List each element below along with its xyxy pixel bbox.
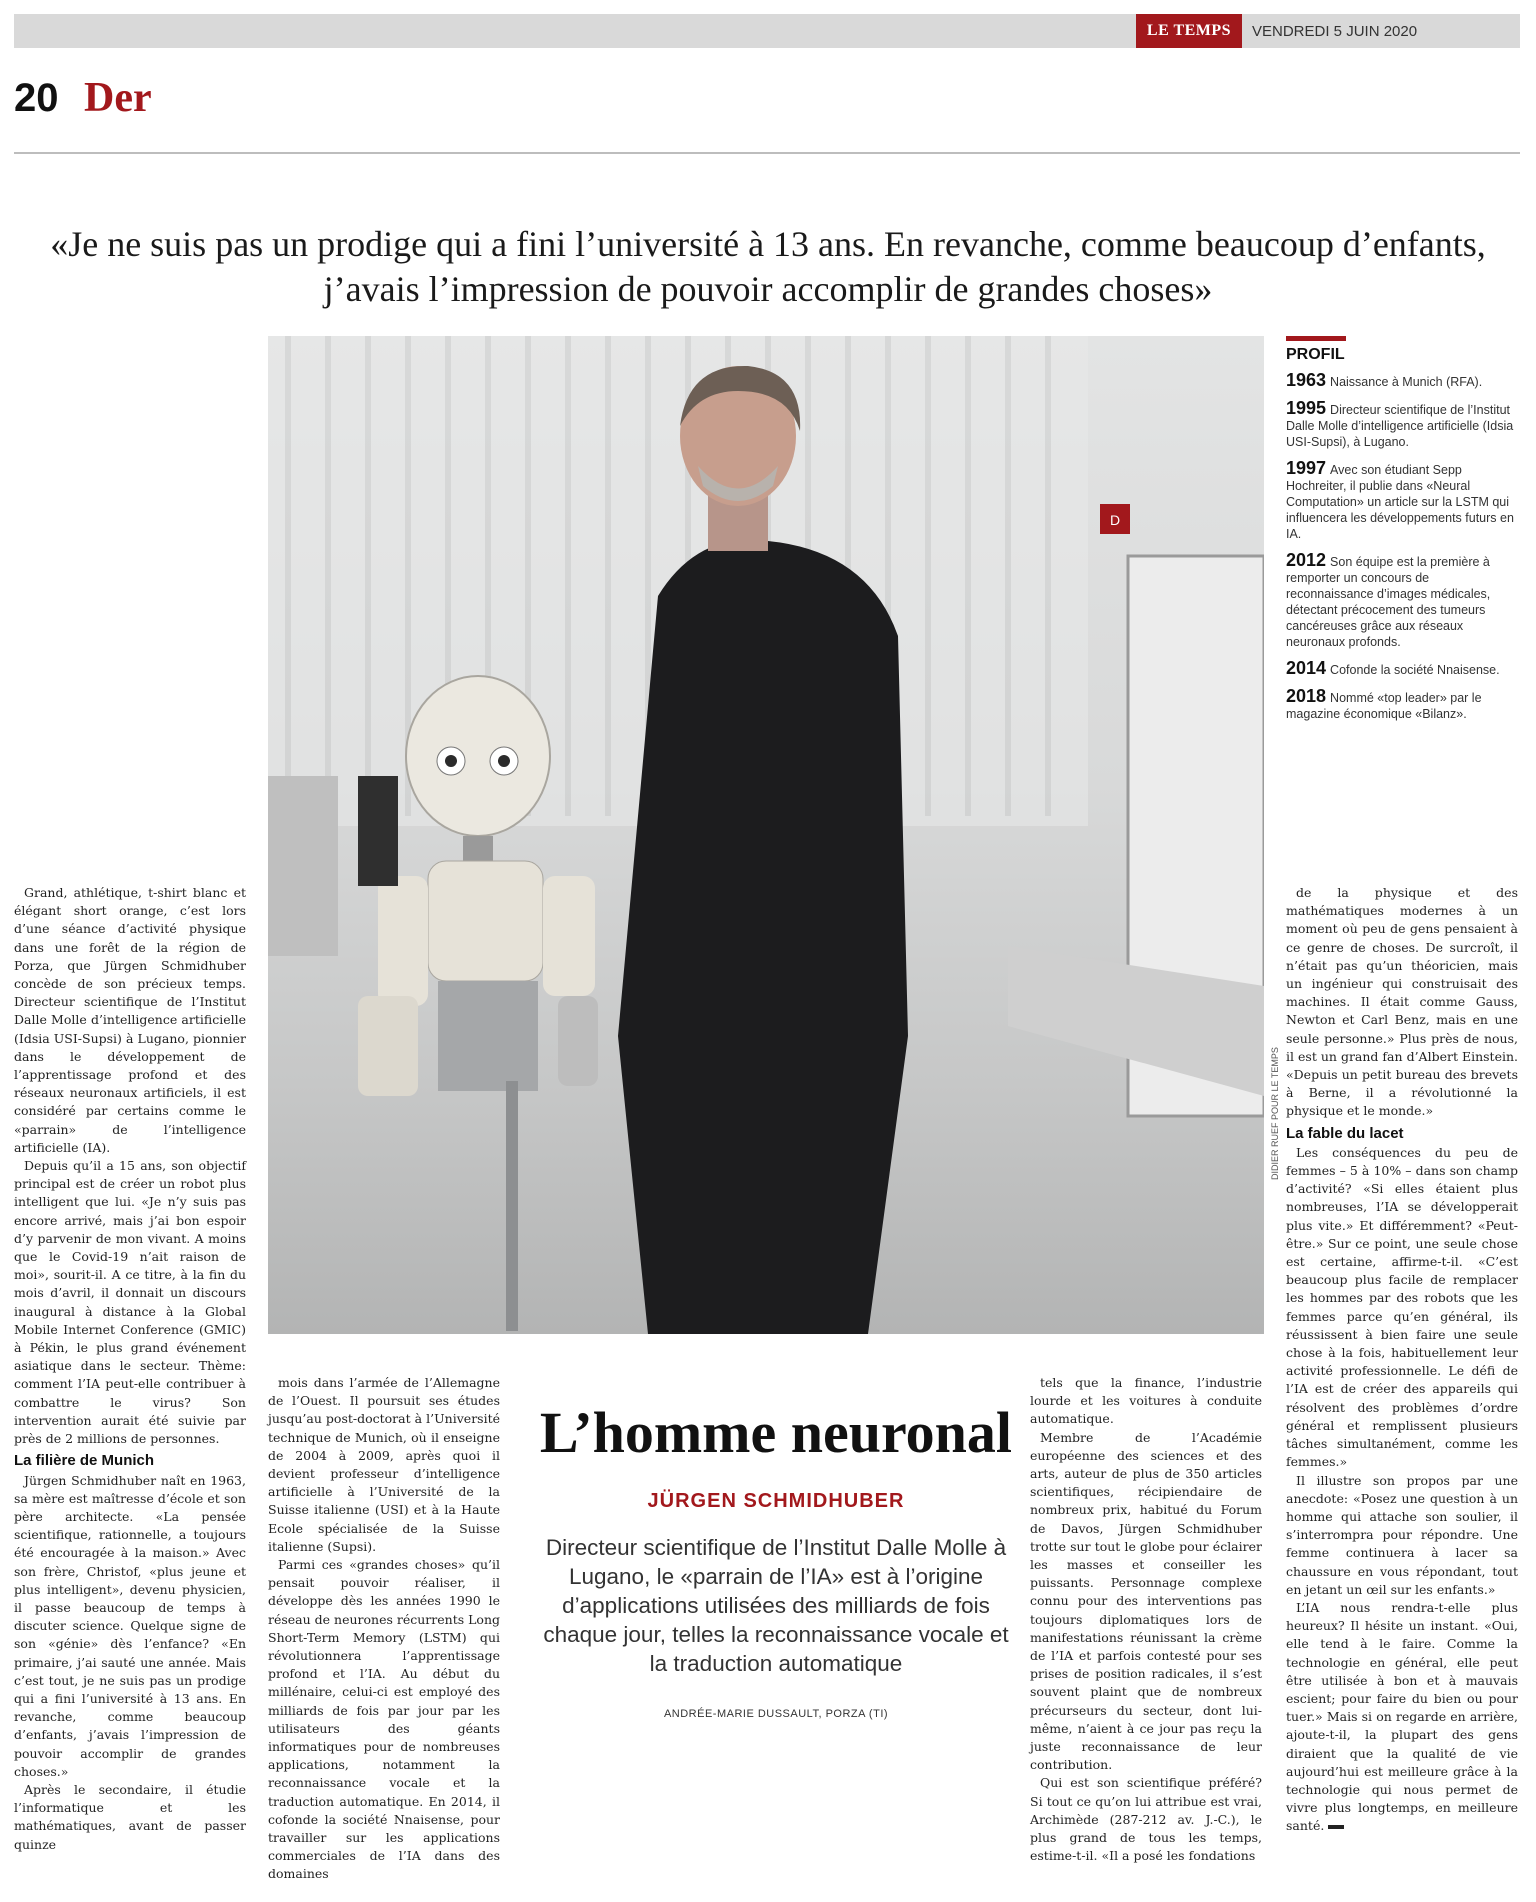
- profil-year: 1997: [1286, 458, 1327, 478]
- profil-year: 2014: [1286, 658, 1327, 678]
- profil-year: 1963: [1286, 370, 1327, 390]
- profil-text: Avec son étudiant Sepp Hochreiter, il publie dans «Neural Computation» un article sur la LSTM qui influencera les développements futurs en IA.: [1286, 463, 1514, 541]
- paragraph: Parmi ces «grandes choses» qu’il pensait pouvoir réaliser, il développe dès les années 1990 le réseau de neurones récurrents Long Short-Term Memory (LSTM) qui révolutionnera l’apprentissage profond et l’IA. Au début du millénaire, celui-ci est employé des milliards de fois par jour par les utilisateurs des géants informatiques pour de nombreuses applications, notamment la reconnaissance vocale et la traduction automatique. En 2014, il cofonde la société Nnaisense, pour travailler sur les applications commerciales de l’IA dans des domaines: [268, 1557, 500, 1882]
- newspaper-brand: LE TEMPS: [1136, 14, 1242, 48]
- profil-text: Nommé «top leader» par le magazine économique «Bilanz».: [1286, 691, 1482, 721]
- profil-text: Cofonde la société Nnaisense.: [1330, 663, 1500, 677]
- subject-name: JÜRGEN SCHMIDHUBER: [647, 1490, 905, 1512]
- section-name: Der: [84, 75, 152, 121]
- profil-text: Son équipe est la première à remporter un concours de reconnaissance d’images médicales, détectant précocement des tumeurs cancéreuses grâce aux réseaux neuronaux profonds.: [1286, 555, 1491, 649]
- page-number: 20: [14, 76, 59, 120]
- paragraph: tels que la finance, l’industrie lourde et les voitures à conduite automatique.: [1030, 1375, 1262, 1427]
- profil-item: [1286, 552, 1520, 650]
- header-rule: [14, 152, 1520, 154]
- profil-item: [1286, 400, 1520, 450]
- article-column-4: [1030, 1374, 1262, 1865]
- article-column-2: [268, 1374, 500, 1884]
- profil-text: Naissance à Munich (RFA).: [1330, 375, 1483, 389]
- subheading: La filière de Munich: [14, 1452, 155, 1470]
- issue-date: VENDREDI 5 JUIN 2020: [1252, 22, 1418, 40]
- profil-year: 2012: [1286, 550, 1327, 570]
- paragraph: Les conséquences du peu de femmes – 5 à 10% – dans son champ d’activité? «Si elles étaient plus nombreuses, l’IA se développerait plus vite.» Et différemment? «Peut-être.» Sur ce point, une seule chose est certaine, affirme-t-il. «C’est beaucoup plus facile de remplacer les hommes par des robots que les femmes parce qu’en général, ils réussissent à bien faire une seule chose à la fois, habituellement leur activité professionnelle. Le défi de l’IA est de créer des appareils qui résolvent des problèmes d’ordre général et remplissent plusieurs tâches simultanément, comme les femmes.»: [1286, 1144, 1518, 1470]
- portrait-photo: [268, 336, 1264, 1334]
- end-mark: [1328, 1825, 1344, 1829]
- article-deck: Directeur scientifique de l’Institut Dalle Molle à Lugano, le «parrain de l’IA» est à l’origine d’applications utilisées des milliards de fois chaque jour, telles la reconnaissance vocale et la traduction automatique: [543, 1535, 1009, 1676]
- profil-timeline: [1286, 372, 1520, 732]
- profil-title: PROFIL: [1286, 346, 1345, 363]
- profil-item: [1286, 688, 1520, 722]
- paragraph: Depuis qu’il a 15 ans, son objectif principal est de créer un robot plus intelligent que lui. «Je n’y suis pas encore arrivé, mais j’ai bon espoir d’y parvenir de mon vivant. A moins que le Covid-19 n’ait raison de moi», sourit-il. A ce titre, à la fin du mois d’avril, il donnait un discours inaugural à distance à la Global Mobile Internet Conference (GMIC) à Pékin, le plus grand événement asiatique dans le secteur. Thème: comment l’IA peut-elle contribuer à combattre le virus? Son intervention aurait été suivie par près de 2 millions de personnes.: [14, 1158, 246, 1447]
- profil-item: [1286, 460, 1520, 542]
- paragraph: Après le secondaire, il étudie l’informatique et les mathématiques, avant de passer quinze: [14, 1781, 246, 1852]
- paragraph: mois dans l’armée de l’Allemagne de l’Ouest. Il poursuit ses études jusqu’au post-doctorat à l’Université technique de Munich, où il enseigne de 2004 à 2009, après quoi il devient professeur d’intelligence artificielle à l’Université de la Suisse italienne (USI) et à la Haute Ecole spécialisée de la Suisse italienne (Supsi).: [268, 1375, 500, 1554]
- subheading: La fable du lacet: [1286, 1124, 1404, 1142]
- pull-quote: «Je ne suis pas un prodige qui a fini l’université à 13 ans. En revanche, comme beaucoup d’enfants, j’avais l’impression de pouvoir accomplir de grandes choses»: [50, 224, 1486, 309]
- profil-item: [1286, 660, 1520, 678]
- paragraph: Jürgen Schmidhuber naît en 1963, sa mère est maîtresse d’école et son père architecte. «La pensée scientifique, rationnelle, a toujours été encouragée à la maison.» Avec son frère, Christof, «plus jeune et plus intelligent», devenu physicien, il passe beaucoup de temps à discuter science. Quelque signe de son «génie» dès l’enfance? «En primaire, j’ai sauté une année. Mais c’est tout, je ne suis pas un prodige qui a fini l’université à 13 ans. En revanche, comme beaucoup d’enfants, j’avais l’impression de pouvoir accomplir de grandes choses.»: [14, 1472, 246, 1779]
- photo-illustration: [268, 336, 1264, 1334]
- headline: L’homme neuronal: [539, 1400, 1013, 1465]
- article-column-1: [14, 884, 246, 1854]
- machine: [358, 776, 398, 886]
- paragraph: Il illustre son propos par une anecdote: «Posez une question à un homme qui attache son soulier, il s’interrompra pour répondre. Une femme continuera à lacer sa chaussure en vous répondant, tout en jetant un œil sur les enfants.»: [1286, 1472, 1518, 1597]
- headline-block: [536, 1402, 1016, 1720]
- paragraph: [1286, 1599, 1518, 1836]
- paragraph: Grand, athlétique, t-shirt blanc et élégant short orange, c’est lors d’une séance d’activité physique dans une forêt de la région de Porza, que Jürgen Schmidhuber concède de son précieux temps. Directeur scientifique de l’Institut Dalle Molle d’intelligence artificielle (Idsia USI-Supsi) à Lugano, pionnier dans le développement de l’apprentissage profond et des réseaux neuronaux artificiels, il est considéré par certains comme le «parrain» de l’intelligence artificielle (IA).: [14, 885, 246, 1155]
- article-column-5: [1286, 884, 1518, 1836]
- profil-year: 2018: [1286, 686, 1327, 706]
- paragraph-text: L’IA nous rendra-t-elle plus heureux? Il hésite un instant. «Oui, elle tend à le faire. Comme la technologie en général, elle peut être utilisée à bon et à mauvais escient; pour faire du bien ou pour tuer.» Mais si on regarde en arrière, ajoute-t-il, la plupart des gens diraient que la qualité de vie aujourd’hui est meilleure grâce à la technologie qui nous permet de vivre plus longtemps, en meilleure santé.: [1286, 1599, 1518, 1834]
- paragraph: Membre de l’Académie européenne des sciences et des arts, auteur de plus de 350 articles scientifiques, récipiendaire de nombreux prix, habitué du Forum de Davos, Jürgen Schmidhuber trotte sur tout le globe pour éclairer les masses et conseiller les puissants. Personnage complexe connu pour des interventions pas toujours diplomatiques lors de manifestations réunissant la crème de l’IA et parfois contesté pour ses prises de position radicales, il s’est souvent plaint que de nombreux précurseurs du secteur, dont lui-même, n’aient à ce jour pas reçu la juste reconnaissance de leur contribution.: [1030, 1429, 1262, 1773]
- photo-credit: DIDIER RUEF POUR LE TEMPS: [1270, 1047, 1280, 1180]
- cabinet: [268, 776, 338, 956]
- paragraph: de la physique et des mathématiques modernes à un moment où peu de gens pensaient à ce genre de choses. De surcroît, il n’était pas qu’un théoricien, mais un ingénieur qui construisait des machines. Il était comme Gauss, Newton et Carl Benz, mais en une seule personne.» Plus près de nous, il est un grand fan d’Albert Einstein. «Depuis un petit bureau des brevets à Berne, il a révolutionné la physique et le monde.»: [1286, 885, 1518, 1119]
- profil-item: [1286, 372, 1520, 390]
- exit-sign-letter: D: [1109, 512, 1121, 528]
- author-line: ANDRÉE-MARIE DUSSAULT, PORZA (TI): [663, 1708, 889, 1720]
- profil-accent-bar: [1286, 336, 1346, 341]
- profil-text: Directeur scientifique de l’Institut Dalle Molle d’intelligence artificielle (Idsia USI-Supsi), à Lugano.: [1286, 403, 1514, 449]
- profil-year: 1995: [1286, 398, 1327, 418]
- paragraph: Qui est son scientifique préféré? Si tout ce qu’on lui attribue est vrai, Archimède (287-212 av. J.-C.), le plus grand de tous les temps, estime-t-il. «Il a posé les fondations: [1030, 1775, 1262, 1864]
